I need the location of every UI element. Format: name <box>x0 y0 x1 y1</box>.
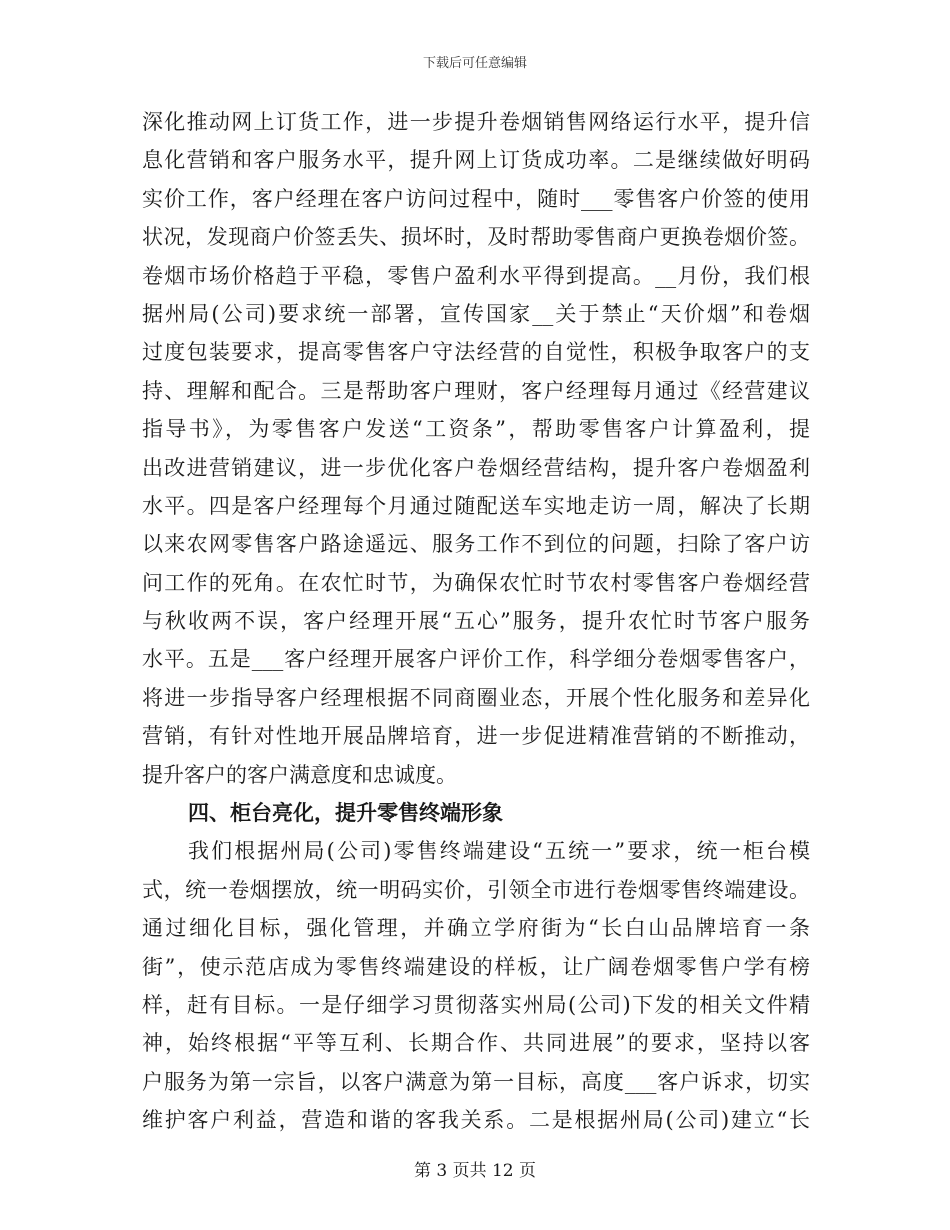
text-line: 通过细化目标，强化管理，并确立学府街为“长白山品牌培育一条 <box>142 916 810 941</box>
text-line: 出改进营销建议，进一步优化客户卷烟经营结构，提升客户卷烟盈利 <box>142 455 810 480</box>
text-line: 实价工作，客户经理在客户访问过程中，随时___零售客户价签的使用 <box>142 186 810 211</box>
text-line: 街”，使示范店成为零售终端建设的样板，让广阔卷烟零售户学有榜 <box>142 954 810 979</box>
text-line: 与秋收两不误，客户经理开展“五心”服务，提升农忙时节客户服务 <box>142 609 810 634</box>
text-line: 指导书》，为零售客户发送“工资条”，帮助零售客户计算盈利，提 <box>142 417 810 442</box>
text-line: 提升客户的客户满意度和忠诚度。 <box>142 762 457 787</box>
text-line: 深化推动网上订货工作，进一步提升卷烟销售网络运行水平，提升信 <box>142 110 810 134</box>
text-line: 维护客户利益，营造和谐的客我关系。二是根据州局(公司)建立“长 <box>142 1108 810 1133</box>
text-line: 营销，有针对性地开展品牌培育，进一步促进精准营销的不断推动， <box>142 724 810 749</box>
text-line: 式，统一卷烟摆放，统一明码实价，引领全市进行卷烟零售终端建设。 <box>142 877 810 902</box>
text-line: 过度包装要求，提高零售客户守法经营的自觉性，积极争取客户的支 <box>142 340 810 365</box>
text-line: 户服务为第一宗旨，以客户满意为第一目标，高度___客户诉求，切实 <box>142 1069 810 1094</box>
text-line: 我们根据州局(公司)零售终端建设“五统一”要求，统一柜台模 <box>188 839 810 864</box>
text-line: 以来农网零售客户路途遥远、服务工作不到位的问题，扫除了客户访 <box>142 532 810 557</box>
text-line: 卷烟市场价格趋于平稳，零售户盈利水平得到提高。__月份，我们根 <box>142 263 810 288</box>
paragraph-2 <box>142 832 810 1139</box>
text-line: 神，始终根据“平等互利、长期合作、共同进展”的要求，坚持以客 <box>142 1031 810 1056</box>
text-line: 样，赶有目标。一是仔细学习贯彻落实州局(公司)下发的相关文件精 <box>142 992 810 1017</box>
text-line: 状况，发现商户价签丢失、损坏时，及时帮助零售商户更换卷烟价签。 <box>142 225 810 250</box>
text-line: 息化营销和客户服务水平，提升网上订货成功率。二是继续做好明码 <box>142 148 810 173</box>
document-body <box>142 103 810 1140</box>
text-line: 持、理解和配合。三是帮助客户理财，客户经理每月通过《经营建议 <box>142 378 810 403</box>
text-line: 据州局(公司)要求统一部署，宣传国家__关于禁止“天价烟”和卷烟 <box>142 301 810 326</box>
section-heading: 四、柜台亮化，提升零售终端形象 <box>188 801 503 826</box>
text-line: 将进一步指导客户经理根据不同商圈业态，开展个性化服务和差异化 <box>142 685 810 710</box>
page-number: 第 3 页共 12 页 <box>413 1161 537 1181</box>
text-line: 问工作的死角。在农忙时节，为确保农忙时节农村零售客户卷烟经营 <box>142 570 810 595</box>
header-note: 下载后可任意编辑 <box>422 56 527 71</box>
paragraph-1 <box>142 103 810 794</box>
text-line: 水平。四是客户经理每个月通过随配送车实地走访一周，解决了长期 <box>142 493 810 518</box>
text-line: 水平。五是___客户经理开展客户评价工作，科学细分卷烟零售客户， <box>142 647 810 672</box>
